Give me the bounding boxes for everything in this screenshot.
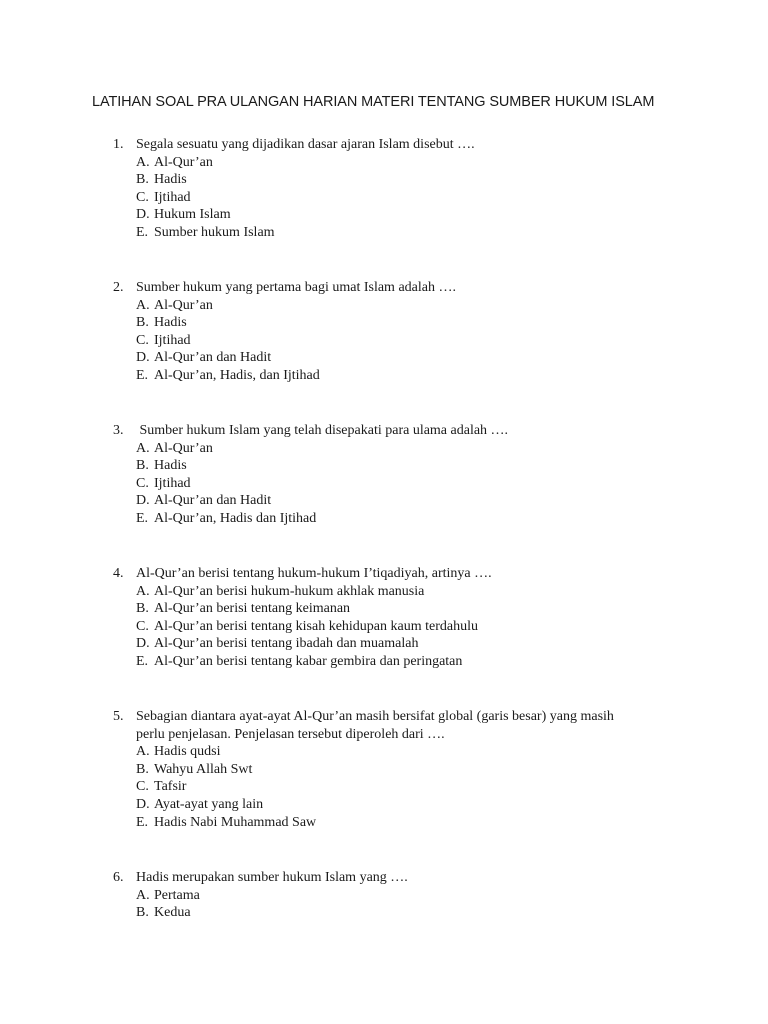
option-b: B. Hadis — [136, 458, 187, 474]
option-a: A. Al-Qur’an — [136, 297, 213, 313]
option-d: D. Ayat-ayat yang lain — [136, 796, 264, 812]
question-text-line-2: perlu penjelasan. Penjelasan tersebut diperoleh dari …. — [136, 726, 445, 742]
question-2 — [0, 279, 768, 385]
question-number: 6. — [113, 870, 124, 885]
question-text: Sumber hukum Islam yang telah disepakati para ulama adalah …. — [136, 423, 509, 438]
question-6 — [0, 869, 768, 922]
option-d: D. Al-Qur’an dan Hadit — [136, 493, 272, 509]
option-a: A. Pertama — [136, 887, 200, 903]
option-d: D. Al-Qur’an dan Hadit — [136, 350, 272, 366]
option-a: A. Al-Qur’an — [136, 440, 213, 456]
question-number: 2. — [113, 280, 124, 295]
question-number: 5. — [113, 709, 124, 724]
option-c: C. Ijtihad — [136, 475, 191, 491]
option-list — [0, 297, 768, 385]
option-c: C. Al-Qur’an berisi tentang kisah kehidupan kaum terdahulu — [136, 618, 478, 634]
question-number: 4. — [113, 566, 124, 581]
option-c: C. Ijtihad — [136, 332, 191, 348]
option-b: B. Hadis — [136, 172, 187, 188]
option-list — [0, 440, 768, 528]
option-list — [0, 743, 768, 831]
question-text: Al-Qur’an berisi tentang hukum-hukum I’tiqadiyah, artinya …. — [136, 566, 492, 581]
option-b: B. Hadis — [136, 315, 187, 331]
option-b: B. Kedua — [136, 905, 191, 921]
question-1 — [0, 136, 768, 242]
option-e: E. Hadis Nabi Muhammad Saw — [136, 814, 317, 830]
option-d: D. Hukum Islam — [136, 207, 231, 223]
option-e: E. Sumber hukum Islam — [136, 224, 275, 240]
option-a: A. Hadis qudsi — [136, 744, 221, 760]
option-e: E. Al-Qur’an, Hadis, dan Ijtihad — [136, 367, 320, 383]
document-title: LATIHAN SOAL PRA ULANGAN HARIAN MATERI TENTANG SUMBER HUKUM ISLAM — [92, 94, 655, 110]
option-list — [0, 154, 768, 242]
option-b: B. Al-Qur’an berisi tentang keimanan — [136, 601, 351, 617]
option-c: C. Ijtihad — [136, 189, 191, 205]
option-b: B. Wahyu Allah Swt — [136, 761, 253, 777]
question-text: Sumber hukum yang pertama bagi umat Islam adalah …. — [136, 280, 456, 295]
question-5 — [0, 708, 768, 831]
option-e: E. Al-Qur’an berisi tentang kabar gembira dan peringatan — [136, 653, 463, 669]
question-text-line-1: Sebagian diantara ayat-ayat Al-Qur’an masih bersifat global (garis besar) yang masih — [136, 709, 614, 724]
question-text: Hadis merupakan sumber hukum Islam yang …. — [136, 870, 408, 885]
option-list — [0, 583, 768, 671]
question-number: 3. — [113, 423, 124, 438]
option-a: A. Al-Qur’an berisi hukum-hukum akhlak manusia — [136, 583, 425, 599]
option-d: D. Al-Qur’an berisi tentang ibadah dan muamalah — [136, 636, 419, 652]
option-e: E. Al-Qur’an, Hadis dan Ijtihad — [136, 510, 317, 526]
option-a: A. Al-Qur’an — [136, 154, 213, 170]
question-number: 1. — [113, 137, 124, 152]
option-list — [0, 887, 768, 922]
question-3 — [0, 422, 768, 528]
question-4 — [0, 565, 768, 671]
question-text: Segala sesuatu yang dijadikan dasar ajaran Islam disebut …. — [136, 137, 475, 152]
option-c: C. Tafsir — [136, 779, 187, 795]
